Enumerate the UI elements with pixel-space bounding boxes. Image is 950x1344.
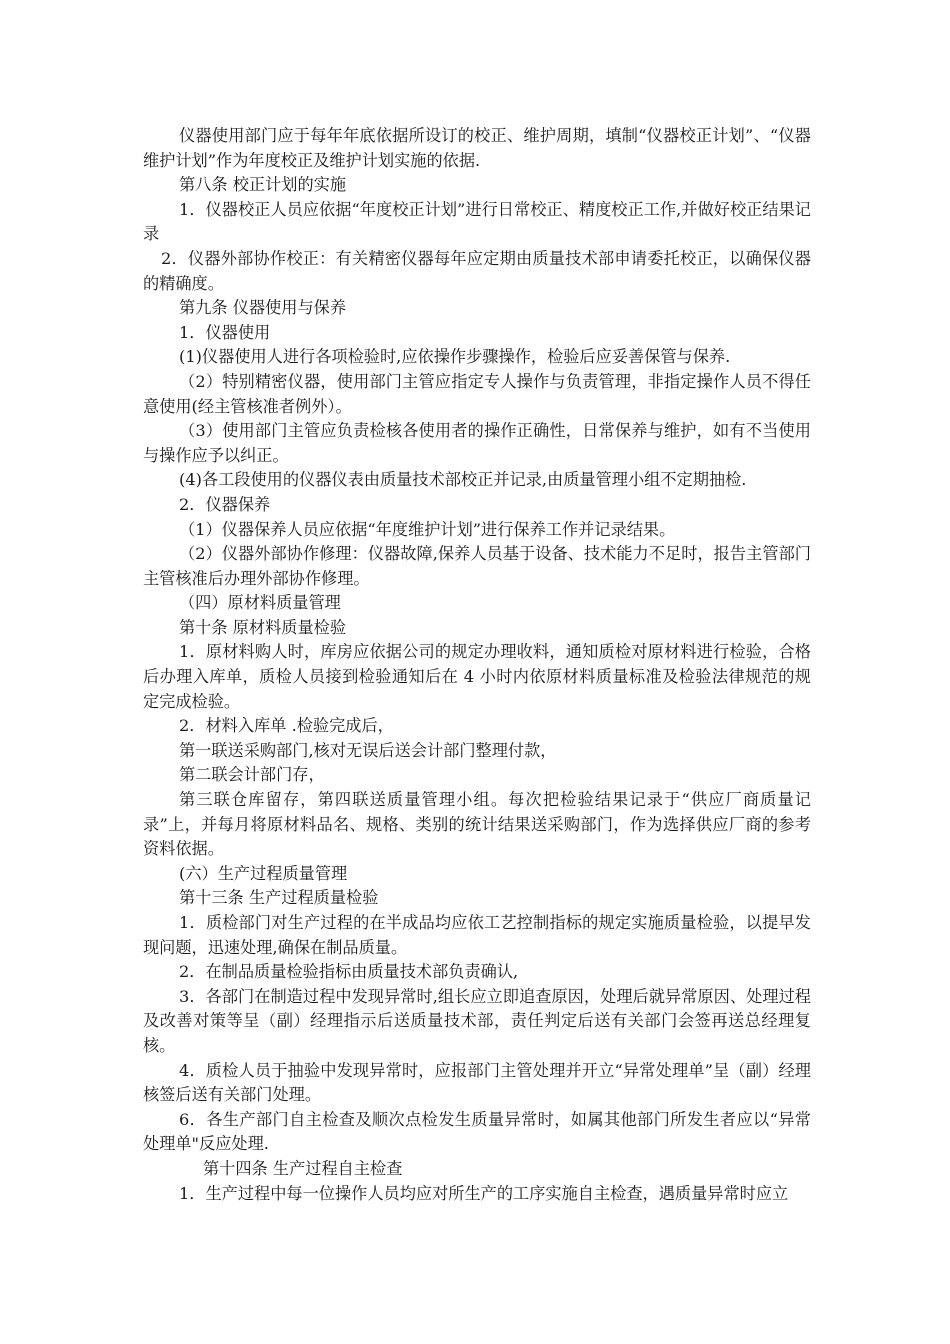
section-heading: 第九条 仪器使用与保养 [179,298,347,318]
paragraph: 2．仪器外部协作校正：有关精密仪器每年应定期由质量技术部申请委托校正，以确保仪器的精确度。 [143,248,811,293]
section-heading: 第十条 原材料质量检验 [179,617,347,637]
paragraph: 第二联会计部门存， [179,765,325,785]
paragraph: 第三联仓库留存，第四联送质量管理小组。每次把检验结果记录于“供应厂商质量记录”上，并每月将原材料品名、规格、类别的统计结果送采购部门，作为选择供应厂商的参考资料依据。 [143,790,811,859]
section-heading: (六）生产过程质量管理 [179,863,348,883]
paragraph: （2）仪器外部协作修理：仪器故障,保养人员基于设备、技术能力不足时，报告主管部门主管核准后办理外部协作修理。 [143,544,811,588]
paragraph: 6．各生产部门自主检查及顺次点检发生质量异常时，如属其他部门所发生者应以“异常处理单"反应处理. [143,1109,811,1154]
paragraph: （1）仪器保养人员应依据“年度维护计划”进行保养工作并记录结果。 [179,519,676,539]
subsection-heading: 2．仪器保养 [179,494,271,514]
paragraph: (1)仪器使用人进行各项检验时,应依操作步骤操作，检验后应妥善保管与保养. [179,347,731,367]
paragraph: 3．各部门在制造过程中发现异常时,组长应立即追查原因，处理后就异常原因、处理过程及改善对策等呈（副）经理指示后送质量技术部，责任判定后送有关部门会签再送总经理复核。 [143,986,811,1055]
section-heading: 第十四条 生产过程自主检查 [203,1158,403,1178]
paragraph: 第一联送采购部门,核对无误后送会计部门整理付款， [179,740,557,760]
section-heading: 第十三条 生产过程质量检验 [179,888,379,908]
paragraph: 2．材料入库单 .检验完成后， [179,716,394,736]
paragraph: 1．仪器校正人员应依据“年度校正计划”进行日常校正、精度校正工作,并做好校正结果记录 [143,199,811,244]
section-heading: （四）原材料质量管理 [179,593,341,613]
subsection-heading: 1．仪器使用 [179,322,271,342]
paragraph: (4)各工段使用的仪器仪表由质量技术部校正并记录,由质量管理小组不定期抽检. [179,470,747,490]
paragraph: （2）特别精密仪器，使用部门主管应指定专人操作与负责管理，非指定操作人员不得任意使用(经主管核准者例外）。 [143,371,811,416]
paragraph: 1．生产过程中每一位操作人员均应对所生产的工序实施自主检查，遇质量异常时应立 [179,1183,789,1203]
paragraph: 1．原材料购人时，库房应依据公司的规定办理收料，通知质检对原材料进行检验，合格后办理入库单，质检人员接到检验通知后在 4 小时内依原材料质量标准及检验法律规范的规定完成检验。 [143,642,811,711]
paragraph: （3）使用部门主管应负责检核各使用者的操作正确性，日常保养与维护，如有不当使用与操作应予以纠正。 [143,421,811,465]
paragraph: 1．质检部门对生产过程的在半成品均应依工艺控制指标的规定实施质量检验，以提早发现问题，迅速处理,确保在制品质量。 [143,913,811,957]
document-body [143,124,811,1206]
section-heading: 第八条 校正计划的实施 [179,175,347,195]
paragraph: 2．在制品质量检验指标由质量技术部负责确认, [179,962,519,982]
paragraph: 仪器使用部门应于每年年底依据所设订的校正、维护周期，填制“仪器校正计划”、“仪器维护计划”作为年度校正及维护计划实施的依据. [143,126,811,170]
paragraph: 4．质检人员于抽验中发现异常时，应报部门主管处理并开立“异常处理单”呈（副）经理核签后送有关部门处理。 [143,1060,811,1105]
